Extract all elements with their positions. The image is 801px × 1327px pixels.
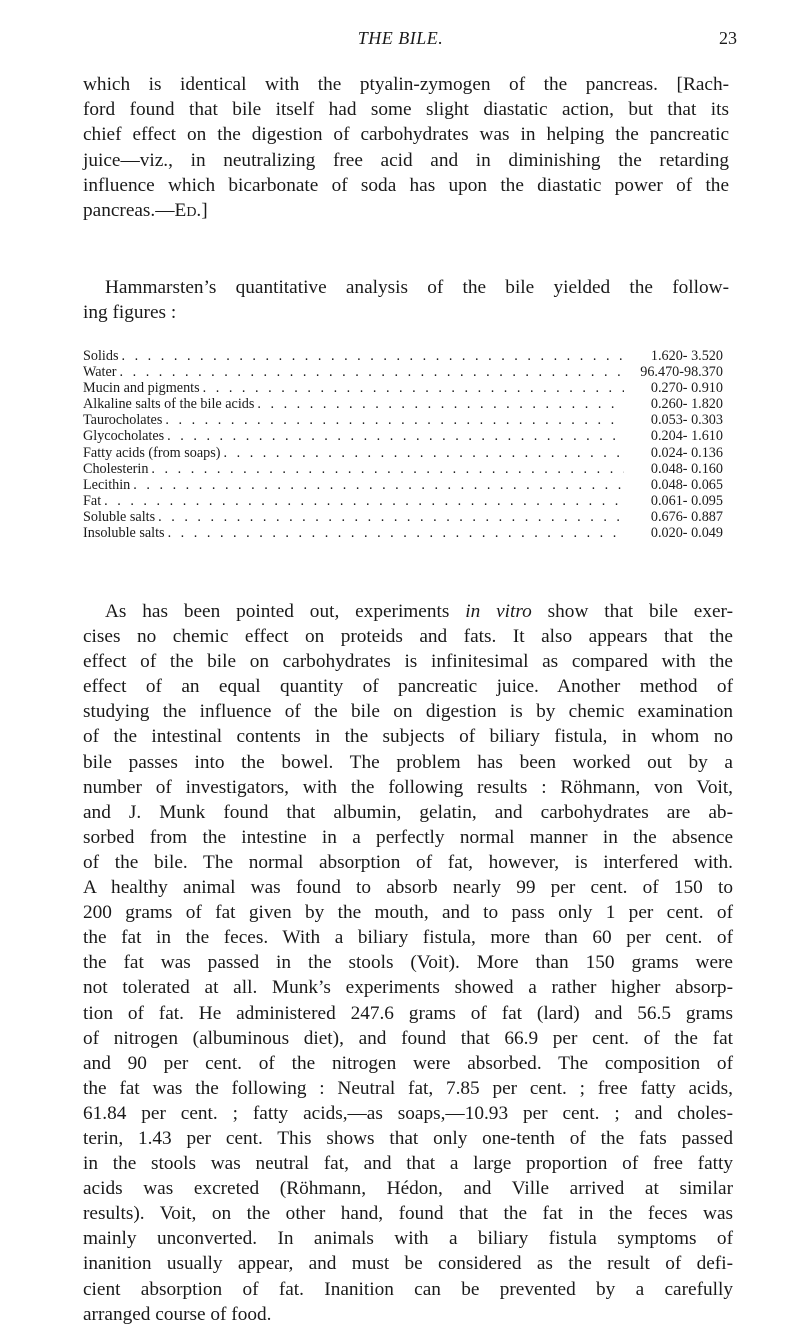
text-line: mainly unconverted. In animals with a biliary fistula symptoms of: [83, 1228, 733, 1250]
row-value: 0.053- 0.303: [650, 412, 723, 429]
row-label: Mucin and pigments: [83, 380, 200, 397]
dot-leader: [203, 380, 624, 396]
text-line: and J. Munk found that albumin, gelatin, and carbohydrates are ab-: [83, 801, 733, 823]
table-row: [83, 525, 723, 541]
paragraph-editor-note: [83, 72, 729, 223]
row-value: 0.048- 0.160: [650, 460, 723, 477]
paragraph-intro-analysis: [83, 275, 729, 325]
text-line: ing figures :: [83, 302, 177, 324]
dot-leader: [167, 428, 624, 444]
text-line: juice—viz., in neutralizing free acid and in diminishing the retarding: [83, 149, 729, 171]
dot-leader: [165, 412, 624, 428]
table-row: [83, 461, 723, 477]
text-line: acids was excreted (Röhmann, Hédon, and Ville arrived at similar: [83, 1178, 733, 1200]
text-line: sorbed from the intestine in a perfectly normal manner in the absence: [83, 826, 733, 848]
text-fragment: As has been pointed out, experiments: [105, 601, 466, 622]
table-row: [83, 412, 723, 428]
text-line: 200 grams of fat given by the mouth, and to pass only 1 per cent. of: [83, 902, 733, 924]
closing-bracket: ]: [201, 200, 208, 222]
text-line: effect of the bile on carbohydrates is infinitesimal as compared with the: [83, 651, 733, 673]
text-line: ford found that bile itself had some slight diastatic action, but that its: [83, 99, 729, 121]
dot-leader: [120, 364, 624, 380]
row-label: Soluble salts: [83, 508, 156, 525]
text-line-last: arranged course of food.: [83, 1303, 272, 1325]
table-row: [83, 445, 723, 461]
page-number: 23: [719, 28, 737, 48]
text-line: terin, 1.43 per cent. This shows that only one-tenth of the fats passed: [83, 1127, 733, 1149]
dot-leader: [151, 461, 624, 477]
running-head: [0, 28, 801, 50]
row-label: Alkaline salts of the bile acids: [83, 396, 255, 413]
text-line: the fat was passed in the stools (Voit). More than 150 grams were: [83, 952, 733, 974]
text-line: tion of fat. He administered 247.6 grams of fat (lard) and 56.5 grams: [83, 1002, 733, 1024]
row-label: Lecithin: [83, 476, 131, 493]
text-line: influence which bicarbonate of soda has upon the diastatic power of the: [83, 174, 729, 196]
dot-leader: [121, 348, 624, 364]
text-line: cises no chemic effect on proteids and fats. It also appears that the: [83, 626, 733, 648]
paragraph-fat-absorption: [83, 599, 733, 1327]
row-value: 96.470-98.370: [640, 364, 723, 381]
text-line: cient absorption of fat. Inanition can be prevented by a carefully: [83, 1278, 733, 1300]
row-value: 0.260- 1.820: [650, 396, 723, 413]
row-value: 0.048- 0.065: [650, 476, 723, 493]
text-line: chief effect on the digestion of carbohydrates was in helping the pancreatic: [83, 124, 729, 146]
dot-leader: [104, 493, 624, 509]
text-line: 61.84 per cent. ; fatty acids,—as soaps,—10.93 per cent. ; and choles-: [83, 1102, 733, 1124]
row-label: Fat: [83, 492, 102, 509]
dot-leader: [158, 509, 624, 525]
editor-mark: Ed.: [174, 200, 202, 222]
row-label: Insoluble salts: [83, 525, 165, 542]
table-row: [83, 396, 723, 412]
table-row: [83, 348, 723, 364]
dot-leader: [133, 477, 624, 493]
text-line: studying the influence of the bile on digestion is by chemic examination: [83, 701, 733, 723]
text-line: inanition usually appear, and must be considered as the result of defi-: [83, 1253, 733, 1275]
row-value: 0.676- 0.887: [650, 508, 723, 525]
text-fragment: show that bile exer-: [531, 601, 733, 622]
text-line: the fat in the feces. With a biliary fistula, more than 60 per cent. of: [83, 927, 733, 949]
text-line: [83, 599, 733, 624]
row-value: 0.270- 0.910: [650, 380, 723, 397]
text-line: not tolerated at all. Munk’s experiments showed a rather higher absorp-: [83, 977, 733, 999]
row-label: Taurocholates: [83, 412, 163, 429]
table-row: [83, 493, 723, 509]
row-label: Glycocholates: [83, 428, 165, 445]
row-value: 0.204- 1.610: [650, 428, 723, 445]
row-value: 1.620- 3.520: [650, 348, 723, 364]
dot-leader: [224, 445, 624, 461]
bile-analysis-table: [83, 348, 723, 541]
row-value: 0.020- 0.049: [650, 525, 723, 542]
text-line: bile passes into the bowel. The problem has been worked out by a: [83, 751, 733, 773]
row-label: Solids: [83, 348, 119, 364]
text-line: in the stools was neutral fat, and that a large proportion of free fatty: [83, 1153, 733, 1175]
text-line: Hammarsten’s quantitative analysis of the bile yielded the follow-: [105, 277, 729, 298]
row-label: Cholesterin: [83, 460, 149, 477]
table-row: [83, 380, 723, 396]
italic-term: in vitro: [465, 601, 532, 622]
row-label: Fatty acids (from soaps): [83, 444, 221, 461]
text-line: which is identical with the ptyalin-zymogen of the pancreas. [Rach-: [83, 74, 729, 95]
text-line: results). Voit, on the other hand, found that the fat in the feces was: [83, 1203, 733, 1225]
table-row: [83, 509, 723, 525]
text-line-last: [83, 198, 729, 223]
text-line: the fat was the following : Neutral fat, 7.85 per cent. ; free fatty acids,: [83, 1077, 733, 1099]
text-line: of the bile. The normal absorption of fat, however, is interfered with.: [83, 851, 733, 873]
text-line: of the intestinal contents in the subjects of biliary fistula, in whom no: [83, 726, 733, 748]
table-row: [83, 428, 723, 444]
text-line: number of investigators, with the following results : Röhmann, von Voit,: [83, 776, 733, 798]
running-title: THE BILE.: [357, 28, 444, 48]
row-label: Water: [83, 364, 117, 381]
table-row: [83, 477, 723, 493]
dot-leader: [257, 396, 624, 412]
text-line: A healthy animal was found to absorb nearly 99 per cent. of 150 to: [83, 877, 733, 899]
dot-leader: [168, 525, 624, 541]
text-fragment: pancreas.—: [83, 200, 175, 222]
row-value: 0.061- 0.095: [650, 492, 723, 509]
text-line: of nitrogen (albuminous diet), and found that 66.9 per cent. of the fat: [83, 1027, 733, 1049]
text-line: effect of an equal quantity of pancreatic juice. Another method of: [83, 676, 733, 698]
row-value: 0.024- 0.136: [650, 444, 723, 461]
text-line: and 90 per cent. of the nitrogen were absorbed. The composition of: [83, 1052, 733, 1074]
table-row: [83, 364, 723, 380]
